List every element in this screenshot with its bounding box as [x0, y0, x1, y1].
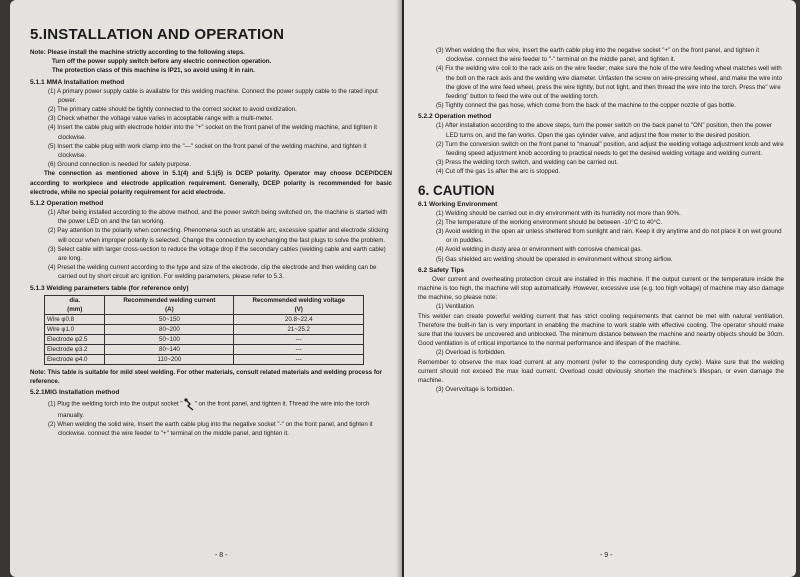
dcep-paragraph: The connection as mentioned above in 5.1(4) and 5.1(5) is DCEP polarity. Operator may choose DCEP/DCEN according to workpiece and electrode application requirement. Generally, DCEP polarity is recommended for basic electrode, while no special polarity requirement for acid electrode. — [30, 170, 392, 196]
table-cell: Wire φ1.0 — [45, 324, 105, 334]
table-cell: 80~140 — [105, 344, 234, 354]
header-unit: (V) — [294, 305, 303, 313]
table-cell: 50~100 — [105, 334, 234, 344]
list-item: (3) Avoid welding in the open air unless sheltered from sunlight and rain. Keep it dry anytime and do not place it on wet ground or in puddles. — [436, 228, 782, 245]
left-page — [10, 0, 402, 577]
table-row — [45, 354, 364, 364]
table-row — [45, 324, 364, 334]
right-page — [404, 0, 796, 577]
operation-list — [30, 208, 392, 282]
environment-list — [418, 209, 784, 264]
table-cell: --- — [234, 344, 364, 354]
mig-list-continued — [418, 46, 784, 110]
ventilation-text: This welder can create powerful welding current that has strict cooling requirements that cannot be met with natural ventilation. Therefore the built-in fan is very important in enabling the machine to work stable with effective cooling. The operator should make sure that the louvers be uncovered and unblocked. The minimum distance between the machine and nearby objects should be 30cm. Good ventilation is of critical importance to the normal performance and lifespan of the machine. — [418, 312, 784, 348]
operation-heading: 5.1.2 Operation method — [30, 200, 104, 208]
safety-tips-intro: Over current and overheating protection circuit are installed in this machine. If the output current or the temperature inside the machine is too high, the machine will stop automatically. However, excessive use (e.g. too high voltage) of machine may also damage the machine, so please note: — [418, 275, 784, 302]
left-page-content — [30, 26, 392, 439]
list-item: (2) The primary cable should be tightly connected to the correct socket to avoid oxidization. — [48, 106, 297, 114]
caution-title: 6. CAUTION — [418, 182, 495, 198]
list-item — [30, 397, 392, 420]
header-label: Recommended welding current — [123, 296, 216, 304]
table-row — [45, 344, 364, 354]
table-cell: 80~200 — [105, 324, 234, 334]
list-item-text: (1) Plug the welding torch into the output socket " — [48, 400, 183, 408]
list-item: (5) Insert the cable plug with work clamp into the "—" socket on the front panel of the welding machine, and tighten it clockwise. — [48, 142, 367, 160]
mma-list — [30, 87, 392, 170]
page-number: - 8 - — [215, 552, 228, 559]
overload-label: (2) Overload is forbidden. — [436, 349, 506, 357]
operation2-heading: 5.2.2 Operation method — [418, 113, 492, 121]
note-line: Turn off the power supply switch before any electric connection operation. — [52, 58, 272, 66]
header-label: dia. — [69, 296, 81, 304]
list-item: (3) Select cable with larger cross-section to reduce the voltage drop if the secondary cables (welding cable and earth cable) are long. — [48, 245, 386, 263]
safety-tips-heading: 6.2 Safety Tips — [418, 266, 465, 274]
table-heading: 5.1.3 Welding parameters table (for reference only) — [30, 284, 189, 292]
list-item: (6) Ground connection is needed for safety purpose. — [48, 161, 192, 169]
list-item: (4) Preset the welding current according to the type and size of the electrode, clip the electrode and then welding can be carried out by short circuit arc ignition. For welding parameters, please refer to 5.3. — [48, 264, 377, 281]
mma-heading: 5.1.1 MMA Installation method — [30, 78, 125, 86]
column-header — [105, 295, 234, 314]
list-item: (1) Welding should be carried out in dry environment with its humidity not more than 90%. — [436, 209, 681, 217]
list-item: (1) After installation according to the above steps, turn the power switch on the back panel to "ON" position, then the power LED turns on, and the fan works. Open the gas cylinder valve, and adjust the flow meter to the desired position. — [436, 122, 772, 139]
list-item: (2) The temperature of the working environment should be between -10°C to 40°C. — [436, 218, 663, 226]
section-title: 5.INSTALLATION AND OPERATION — [30, 26, 285, 43]
table-cell: --- — [234, 354, 364, 364]
table-cell: Electrode φ2.5 — [45, 334, 105, 344]
list-item-text: " on the front panel, and tighten it. Thread the wire into the torch manually. — [58, 400, 370, 420]
list-item: (3) When welding the flux wire, Insert the earth cable plug into the negative socket "+" on the front panel, and tighten it clockwise. connect the wire feeder to "-" terminal on the middle panel, and tighten it. — [436, 47, 760, 64]
table-cell: Electrode φ4.0 — [45, 354, 105, 364]
list-item: (4) Avoid welding in dusty area or environment with corrosive chemical gas. — [436, 246, 643, 254]
table-row — [45, 334, 364, 344]
table-cell: 110~200 — [105, 354, 234, 364]
overload-text: Remember to observe the max load current at any moment (refer to the corresponding duty cycle). Make sure that the welding current should not exceed the max load current. Overload could obviously shorten the machine's lifespan, or even damage the machine. — [418, 358, 784, 385]
list-item: (5) Gas shielded arc welding should be operated in environment without strong airflow. — [436, 255, 673, 263]
list-item: (4) Cut off the gas 1s after the arc is stopped. — [436, 168, 561, 176]
header-unit: (A) — [165, 305, 174, 313]
note-line: Note: Please install the machine strictly according to the following steps. — [30, 49, 245, 56]
list-item: (2) When welding the solid wire, Insert the earth cable plug into the negative socket "-" on the front panel, and tighten it clockwise. connect the wire feeder to "+" terminal on the middle panel, and tighten it. — [48, 421, 373, 438]
table-cell: 20.8~22.4 — [234, 314, 364, 324]
operation2-list — [418, 121, 784, 176]
column-header — [45, 295, 105, 314]
torch-socket-icon — [183, 397, 195, 411]
table-cell: 50~150 — [105, 314, 234, 324]
mig-list — [30, 397, 392, 439]
table-cell: --- — [234, 334, 364, 344]
right-page-content — [418, 46, 784, 395]
list-item: (1) After being installed according to the above method, and the power switch being switched on, the machine is started with the power LED on and the fan working. — [48, 209, 388, 226]
list-item: (3) Press the welding torch switch, and welding can be carried out. — [436, 159, 618, 167]
table-row — [45, 314, 364, 324]
welding-parameters-table — [44, 295, 364, 365]
list-item: (3) Check whether the voltage value varies in acceptable range with a multi-meter. — [48, 115, 273, 123]
list-item: (1) A primary power supply cable is available for this welding machine. Connect the power supply cable to the rated input power. — [48, 87, 378, 104]
overvoltage-label: (3) Overvoltage is forbidden. — [436, 386, 515, 394]
column-header — [234, 295, 364, 314]
table-cell: Electrode φ3.2 — [45, 344, 105, 354]
list-item: (4) Fix the welding wire coil to the rack axis on the wire feeder; make sure the hole of the wire feeding wheel matches well with the bolt on the rack axis and the welding wire diameter. Unfasten the screw on wire-pressing wheel, and make the wire into the glove of the wire feed wheel, press the wire tightly, but not tight, and then thread the wire into the torch. Press the" wire feeding" button to feed the wire out of the welding torch. — [436, 65, 783, 101]
table-header-row — [45, 295, 364, 314]
header-label: Recommended welding voltage — [252, 296, 345, 304]
table-cell: 21~25.2 — [234, 324, 364, 334]
ventilation-label: (1) Ventilation — [436, 303, 474, 311]
list-item: (5) Tightly connect the gas hose, which come from the back of the machine to the copper nozzle of gas bottle. — [436, 102, 736, 110]
environment-heading: 6.1 Working Environment — [418, 200, 498, 208]
header-unit: (mm) — [67, 305, 83, 313]
table-note: Note: This table is suitable for mild steel welding. For other materials, consult related materials and welding process for reference. — [30, 368, 383, 385]
page-number: - 9 - — [600, 552, 613, 559]
mig-heading: 5.2.1MIG Installation method — [30, 389, 120, 397]
table-cell: Wire φ0.8 — [45, 314, 105, 324]
note-line: The protection class of this machine is IP21, so avoid using it in rain. — [52, 67, 255, 75]
list-item: (2) Pay attention to the polarity when connecting. Phenomena such as unstable arc, excessive spatter and electrode sticking will occur when improper polarity is selected. Change the connection by exchanging the fast plugs to solve the problem. — [48, 227, 389, 244]
list-item: (2) Turn the conversion switch on the front panel to "manual" position, and adjust the welding voltage adjustment knob and wire feeding speed adjustment knob according to practical needs to get the desired welding voltage and welding current. — [436, 140, 784, 158]
list-item: (4) Insert the cable plug with electrode holder into the "+" socket on the front panel of the welding machine, and tighten it clockwise. — [48, 124, 377, 141]
